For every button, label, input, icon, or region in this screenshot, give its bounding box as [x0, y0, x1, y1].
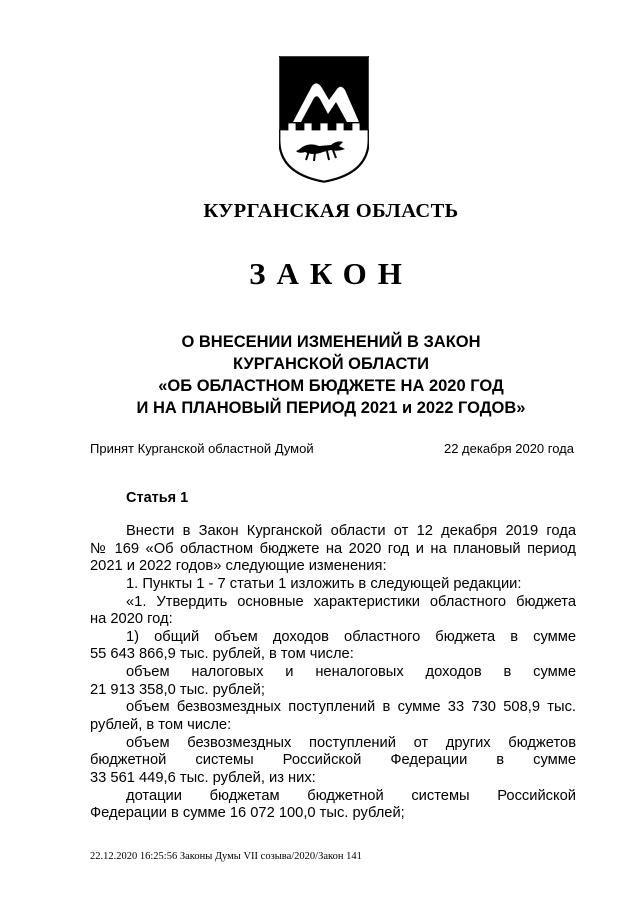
body-line: объем безвозмездных поступлений в сумме 33 730 508,9 тыс. — [126, 699, 576, 716]
body-line: Внести в Закон Курганской области от 12 декабря 2019 года — [126, 523, 576, 539]
adoption-line — [90, 441, 574, 461]
article-body — [90, 523, 576, 823]
region-name: КУРГАНСКАЯ ОБЛАСТЬ — [203, 200, 459, 222]
body-line: 55 643 866,9 тыс. рублей, в том числе: — [90, 646, 354, 663]
body-line: объем безвозмездных поступлений от других бюджетов — [126, 734, 576, 751]
body-line: «1. Утвердить основные характеристики областного бюджета — [126, 593, 576, 610]
body-line: Федерации в сумме 16 072 100,0 тыс. рублей; — [90, 805, 405, 822]
adopted-by: Принят Курганской областной Думой — [90, 441, 314, 456]
body-line: на 2020 год: — [90, 611, 173, 628]
body-line: 1. Пункты 1 - 7 статьи 1 изложить в следующей редакции: — [126, 575, 522, 592]
law-title-line: КУРГАНСКОЙ ОБЛАСТИ — [233, 355, 429, 373]
coat-of-arms-emblem — [279, 56, 369, 184]
law-title-line: И НА ПЛАНОВЫЙ ПЕРИОД 2021 и 2022 ГОДОВ» — [136, 399, 526, 417]
law-title — [0, 331, 640, 419]
law-title-line: «ОБ ОБЛАСТНОМ БЮДЖЕТЕ НА 2020 ГОД — [158, 377, 504, 395]
article-heading: Статья 1 — [126, 490, 189, 506]
document-type: ЗАКОН — [249, 256, 413, 291]
body-line: 1) общий объем доходов областного бюджета в сумме — [126, 628, 576, 645]
document-footer: 22.12.2020 16:25:56 Законы Думы VII созыва/2020/Закон 141 — [90, 851, 362, 862]
body-line: 33 561 449,6 тыс. рублей, из них: — [90, 769, 316, 786]
body-line: рублей, в том числе: — [90, 717, 232, 734]
body-line: 21 913 358,0 тыс. рублей; — [90, 681, 265, 698]
body-line: 2021 и 2022 годов» следующие изменения: — [90, 558, 387, 575]
body-line: № 169 «Об областном бюджете на 2020 год и на плановый период — [90, 540, 576, 557]
body-line: дотации бюджетам бюджетной системы Российской — [126, 787, 576, 804]
law-title-line: О ВНЕСЕНИИ ИЗМЕНЕНИЙ В ЗАКОН — [181, 333, 481, 351]
adoption-date: 22 декабря 2020 года — [443, 441, 574, 456]
body-line: объем налоговых и неналоговых доходов в сумме — [126, 664, 576, 681]
body-line: бюджетной системы Российской Федерации в сумме — [90, 752, 576, 769]
